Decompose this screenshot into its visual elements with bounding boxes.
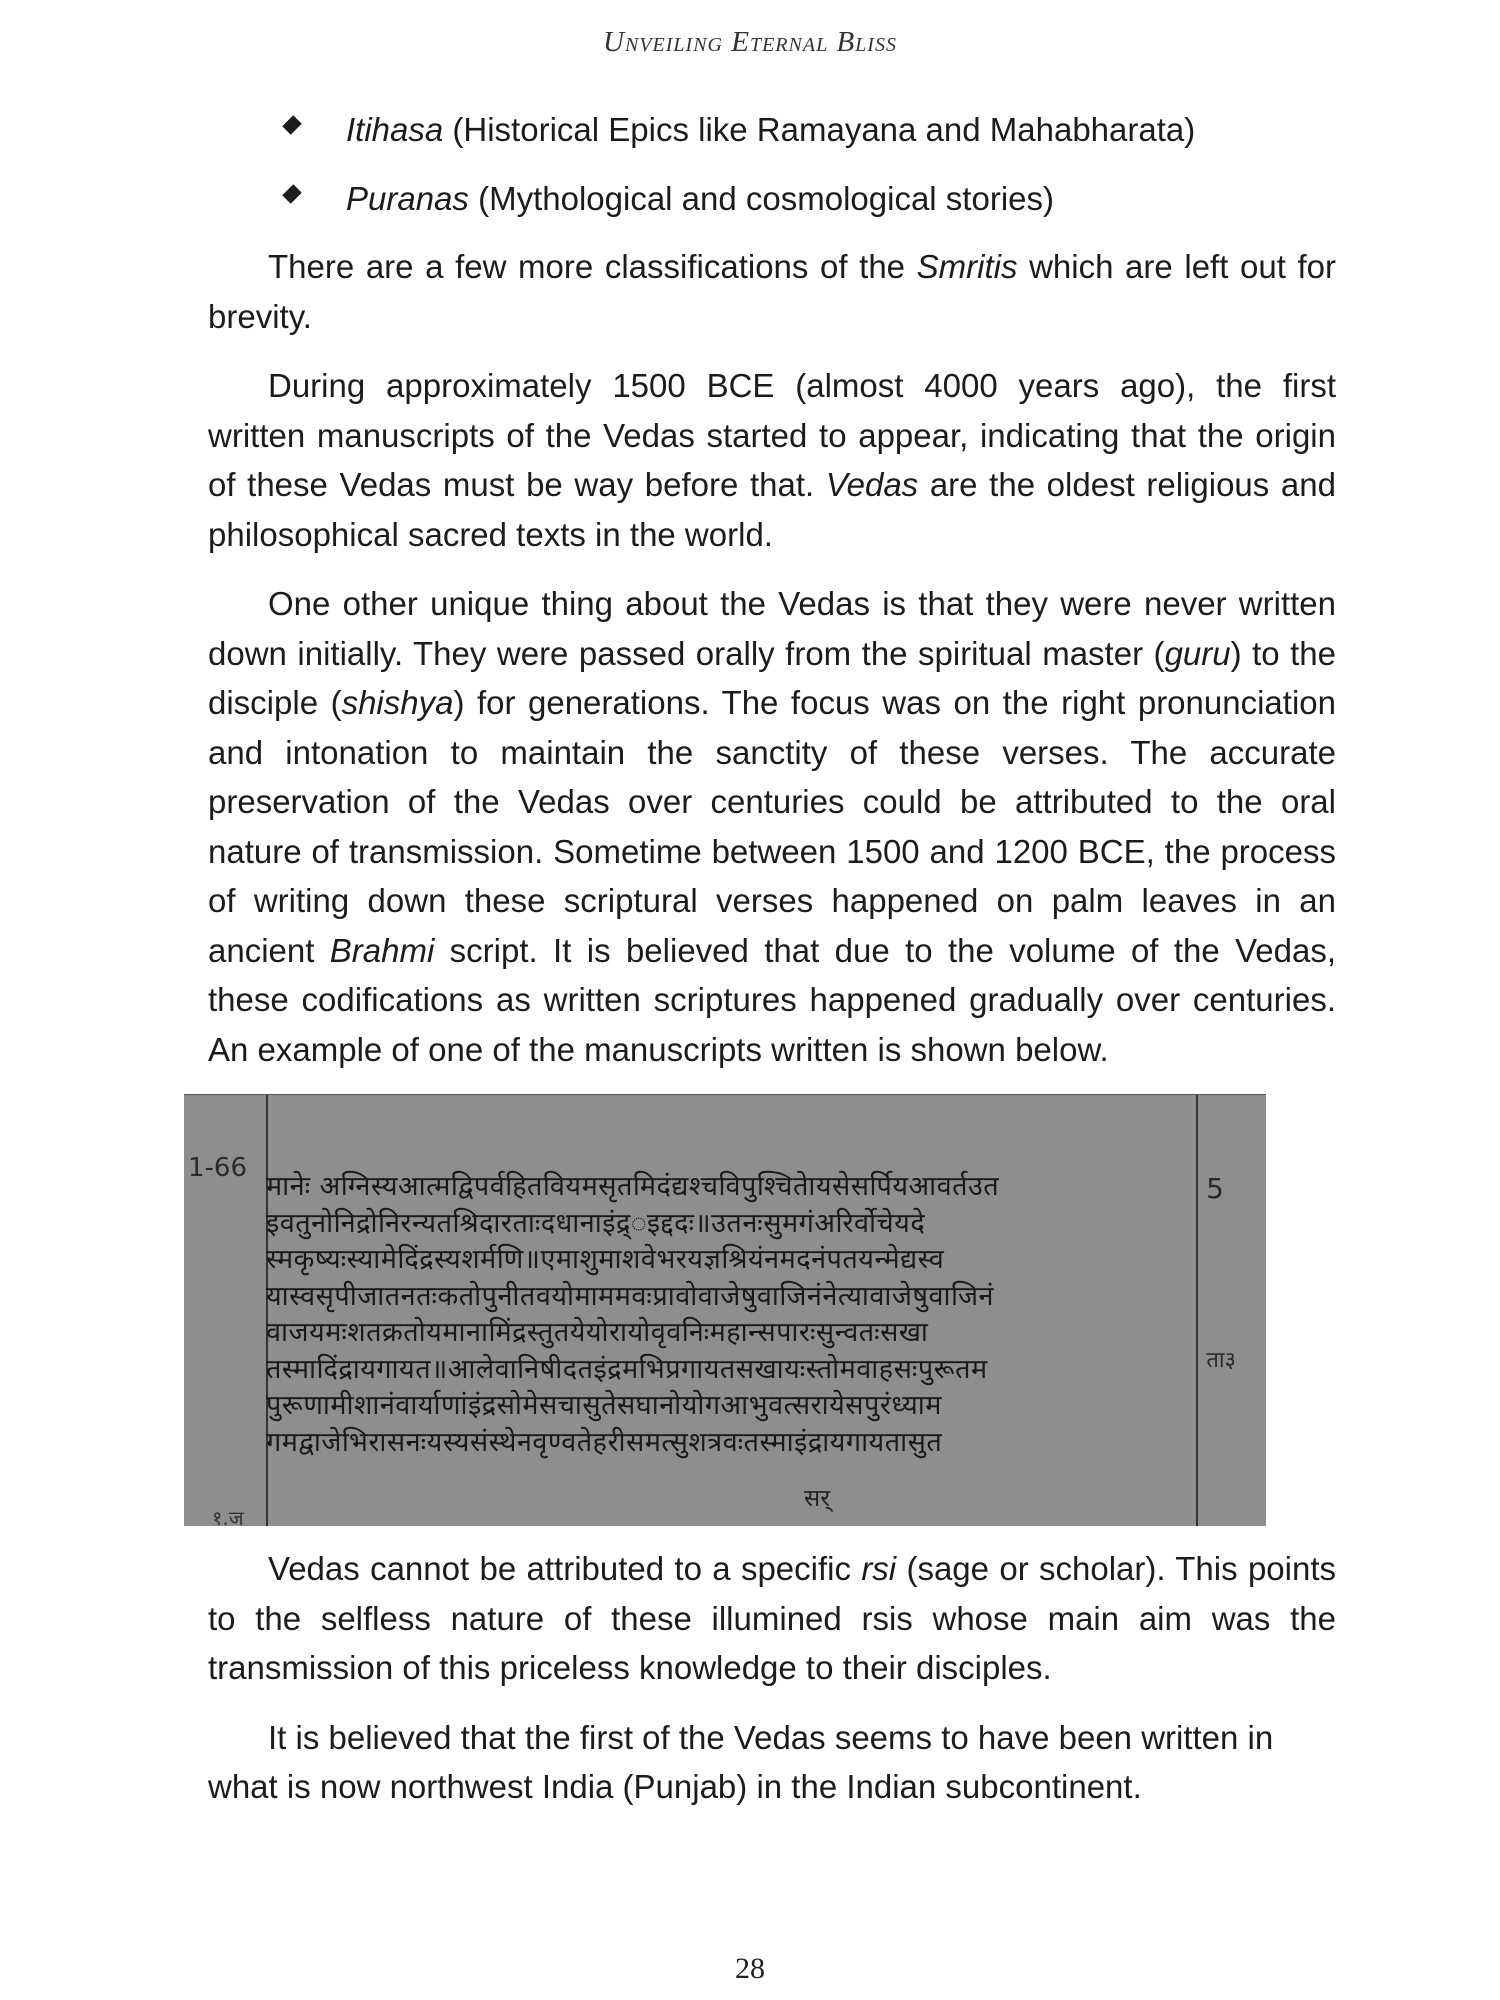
list-item <box>208 174 1336 224</box>
margin-number: 5 <box>1206 1172 1224 1205</box>
paragraph-oral-tradition: One other unique thing about the Vedas is that they were never written down initially. They were passed orally from the spiritual master (guru) to the disciple (shishya) for generations. The focus was on the right pronunciation and intonation to maintain the sanctity of these verses. The accurate preservation of the Vedas over centuries could be attributed to the oral nature of transmission. Sometime between 1500 and 1200 BCE, the process of writing down these scriptural verses happened on palm leaves in an ancient Brahmi script. It is believed that due to the volume of the Vedas, these codifications as written scriptures happened gradually over centuries. An example of one of the manuscripts written is shown below. <box>208 585 1336 1068</box>
page-number: 28 <box>735 1952 765 1985</box>
manuscript-line: स्मकृष्यःस्यामेदिंद्रस्यशर्मणि॥एमाशुमाशवेभरयज्ञश्रियंनमदनंपतयन्मेद्यस्व <box>266 1244 945 1275</box>
paragraph-smritis: There are a few more classifications of the Smritis which are left out for brevity. <box>208 248 1336 335</box>
bullet-list <box>208 105 1336 223</box>
folio-number: 1-66 <box>188 1153 248 1183</box>
manuscript-line: मानेः अग्निस्यआत्मद्विपर्वहितवियमसृतमिदंद्यश्चविपुश्चितेायसेसर्पियआवर्तउत <box>266 1171 1000 1202</box>
paragraph-rsi: Vedas cannot be attributed to a specific rsi (sage or scholar). This points to the selfless nature of these illumined rsis whose main aim was the transmission of this priceless knowledge to their disciples. <box>208 1550 1336 1686</box>
bullet-term: Puranas <box>346 179 469 217</box>
list-item <box>208 105 1336 155</box>
manuscript-line: पुरूणामीशानंवार्याणांइंद्रसोमेसचासुतेसघानोयोगआभुवत्सरायेसपुरंध्याम <box>266 1390 942 1421</box>
manuscript-line: वाजयमःशतक्रतोयमानामिंद्रस्तुतयेयोरायोवृवनिःमहान्सपारःसुन्वतःसखा <box>266 1317 929 1348</box>
paragraph-origin: It is believed that the first of the Vedas seems to have been written in what is now northwest India (Punjab) in the Indian subcontinent. <box>208 1718 1274 1805</box>
paragraph-manuscripts-age: During approximately 1500 BCE (almost 4000 years ago), the first written manuscripts of the Vedas started to appear, indicating that the origin of these Vedas must be way before that. Vedas are the oldest religious and philosophical sacred texts in the world. <box>208 367 1336 553</box>
manuscript-line: इवतुनोनिद्रोनिरन्यतश्रिदारताःदधानाइंद्र्इद्ददः॥उतनःसुमगंअरिर्वोचेयदे <box>266 1207 926 1239</box>
manuscript-bottom-note: सर् <box>804 1484 831 1512</box>
manuscript-text <box>266 1169 1196 1461</box>
page-body <box>188 105 1336 1832</box>
bullet-desc: (Historical Epics like Ramayana and Mahabharata) <box>443 111 1196 148</box>
manuscript-image <box>184 1094 1266 1526</box>
bullet-desc: (Mythological and cosmological stories) <box>468 179 1054 217</box>
manuscript-corner-note: १.ज <box>212 1506 244 1526</box>
manuscript-line: तस्मादिंद्रायगायत॥आलेवानिषीदतइंद्रमभिप्रगायतसखायःस्तोमवाहसःपुरूतम <box>266 1353 988 1385</box>
bullet-term: Itihasa <box>346 111 444 148</box>
margin-line <box>1196 1094 1198 1526</box>
manuscript-line: यास्वसृपीजातनतःकतोपुनीतवयोमाममवःप्रावोवाजेषुवाजिनंनेत्यावाजेषुवाजिनं <box>266 1280 995 1312</box>
margin-note: ता३ <box>1206 1348 1236 1373</box>
manuscript-line: गमद्वाजेभिरासनःयस्यसंस्थेनवृण्वतेहरीसमत्सुशत्रवःतस्माइंद्रायगायतासुत <box>266 1426 943 1458</box>
top-rule <box>184 1094 1266 1095</box>
running-header: Unveiling Eternal Bliss <box>603 26 897 58</box>
